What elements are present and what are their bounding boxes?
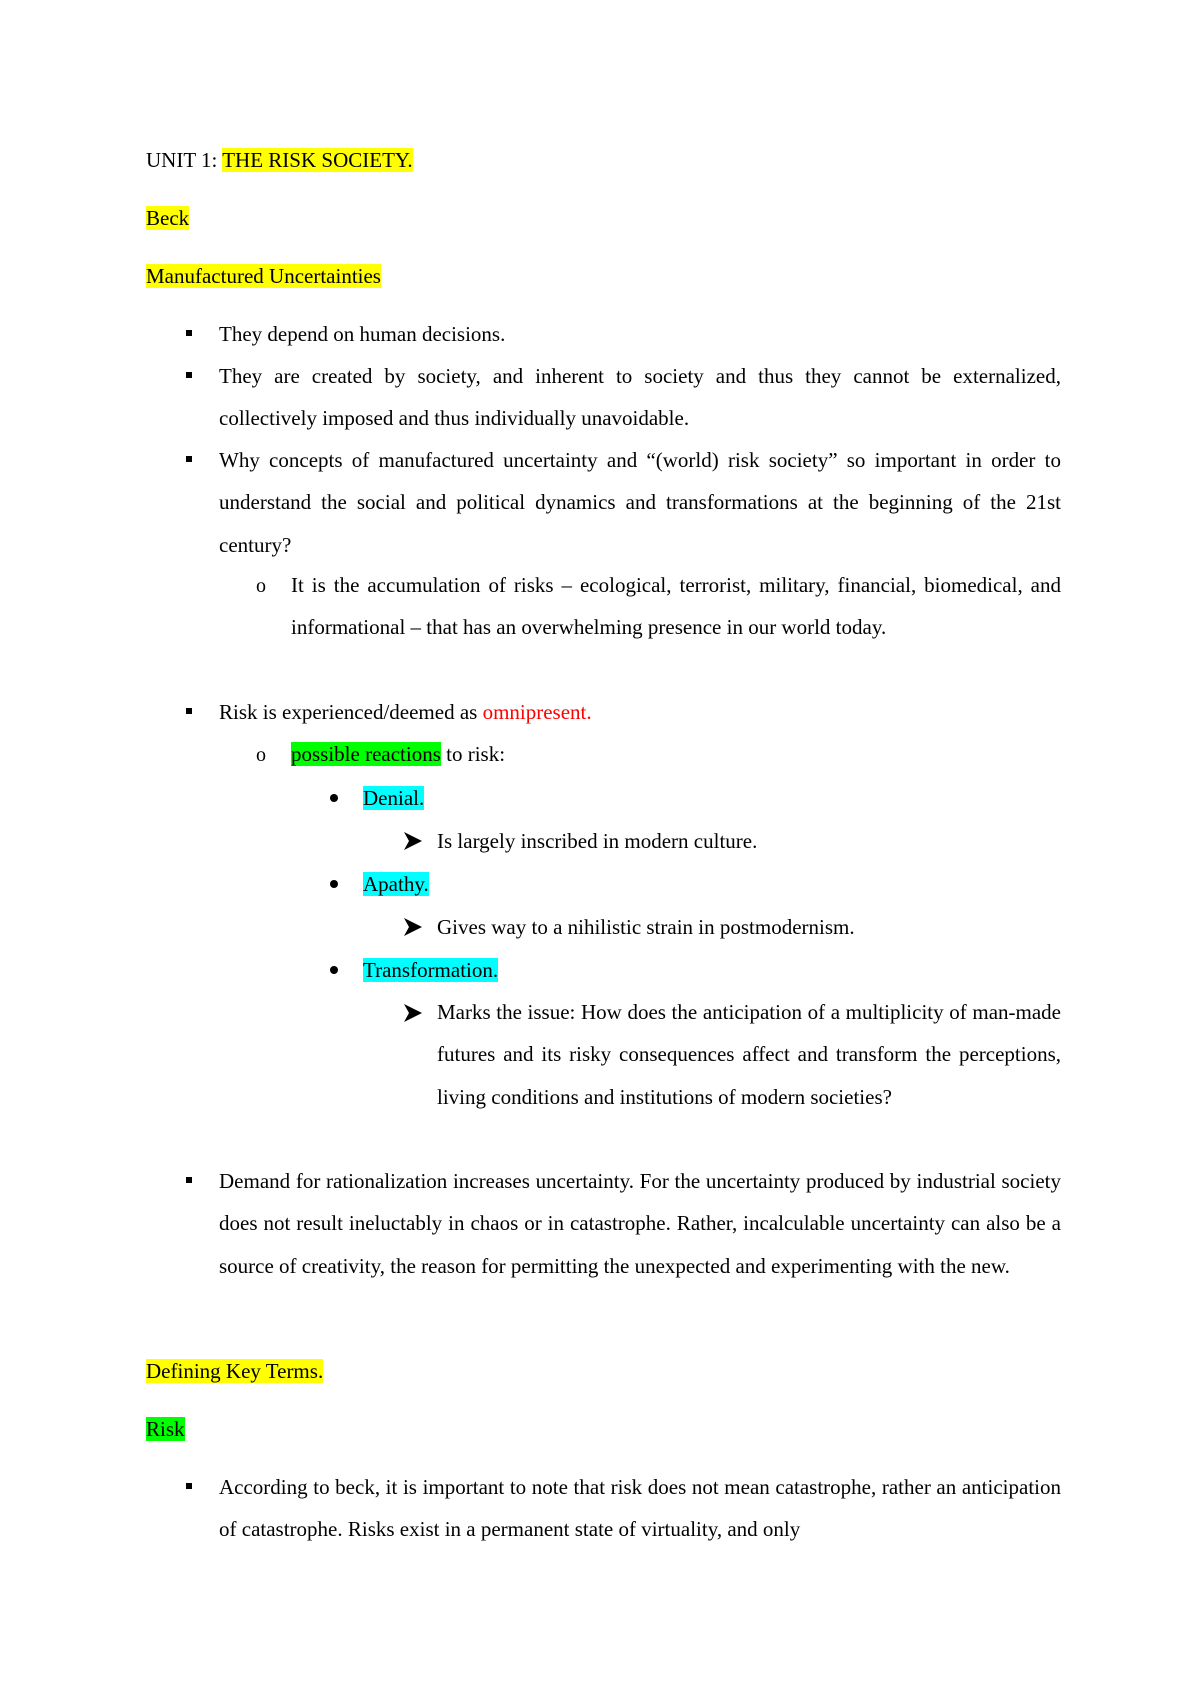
reaction-detail: Gives way to a nihilistic strain in postmodernism. [437,915,855,939]
omnipresent-text: omnipresent. [482,700,592,724]
circle-bullet-icon: o [256,744,266,766]
section-defining-key-terms: Defining Key Terms. [146,1359,324,1383]
dot-bullet-icon [330,794,338,802]
bullet-item: They are created by society, and inherent to society and thus they cannot be externalized, collectively imposed and thus individually unavoidable. [219,364,1061,431]
reaction-detail: Marks the issue: How does the anticipation of a multiplicity of man-made futures and its risky consequences affect and transform the perceptions, living conditions and institutions of modern societies? [437,1000,1061,1109]
square-bullet-icon [186,372,192,378]
possible-reactions-text: possible reactions [291,742,441,766]
reaction-detail: Is largely inscribed in modern culture. [437,829,758,853]
square-bullet-icon [186,456,192,462]
reaction-label: Denial. [363,786,425,810]
bullet-item: Risk is experienced/deemed as omnipresent. [219,700,592,724]
arrow-bullet-icon [402,830,424,852]
reaction-label: Transformation. [363,958,499,982]
square-bullet-icon [186,708,192,714]
dot-bullet-icon [330,966,338,974]
sub-bullet-item: It is the accumulation of risks – ecological, terrorist, military, financial, biomedical, and informational – that has an overwhelming presence in our world today. [291,573,1061,640]
arrow-bullet-icon [402,1002,424,1024]
unit-title: THE RISK SOCIETY. [222,148,413,172]
square-bullet-icon [186,1177,192,1183]
section-beck: Beck [146,206,190,230]
unit-heading [146,145,413,175]
section-risk: Risk [146,1417,185,1441]
square-bullet-icon [186,330,192,336]
bullet-item: They depend on human decisions. [219,322,506,346]
bullet-item: Why concepts of manufactured uncertainty and “(world) risk society” so important in order to understand the social and political dynamics and transformations at the beginning of the 21st century? [219,448,1061,557]
bullet-item: Demand for rationalization increases uncertainty. For the uncertainty produced by industrial society does not result ineluctably in chaos or in catastrophe. Rather, incalculable uncertainty can also be a source of creativity, the reason for permitting the unexpected and experimenting with the new. [219,1169,1061,1278]
unit-prefix: UNIT 1: [146,148,223,172]
dot-bullet-icon [330,880,338,888]
sub-bullet-item: possible reactions to risk: [291,742,506,766]
section-manufactured-uncertainties: Manufactured Uncertainties [146,264,381,288]
bullet-item: According to beck, it is important to note that risk does not mean catastrophe, rather an anticipation of catastrophe. Risks exist in a permanent state of virtuality, and only [219,1475,1061,1542]
arrow-bullet-icon [402,916,424,938]
circle-bullet-icon: o [256,575,266,597]
reaction-label: Apathy. [363,872,429,896]
square-bullet-icon [186,1483,192,1489]
